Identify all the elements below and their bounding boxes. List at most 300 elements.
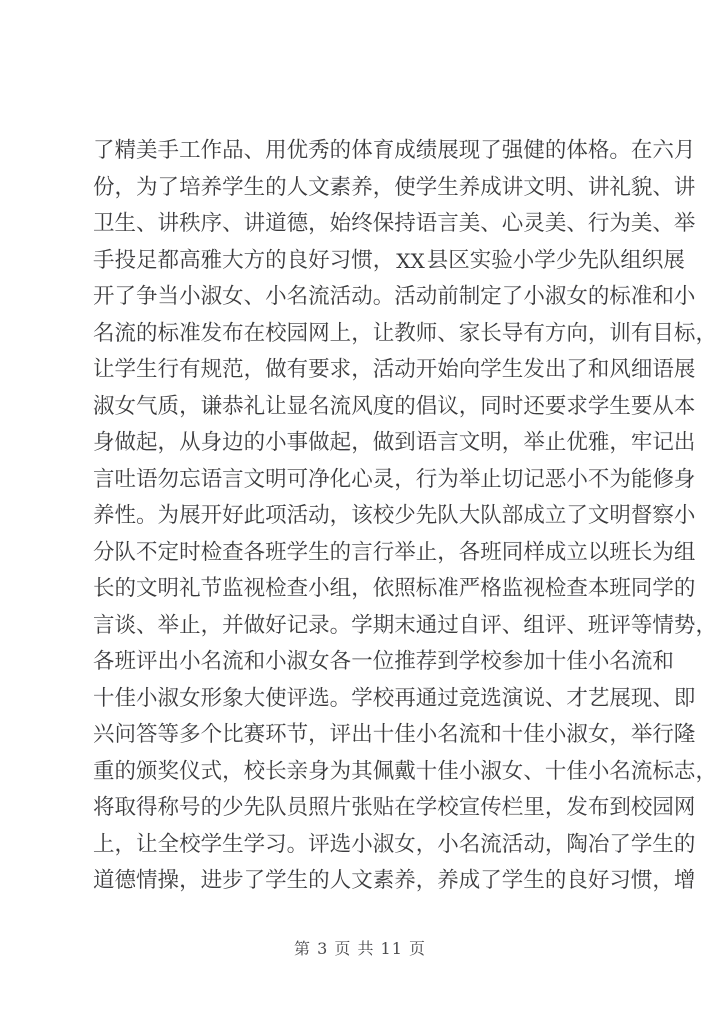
glyph: ， xyxy=(372,247,395,273)
glyph: 讲 xyxy=(157,211,180,236)
glyph: 了 xyxy=(157,174,180,200)
glyph: 让 xyxy=(93,357,115,382)
text-line xyxy=(93,790,696,827)
glyph: 灵 xyxy=(523,211,545,236)
glyph: 督 xyxy=(630,503,653,528)
text-line xyxy=(93,170,696,207)
glyph: 学 xyxy=(200,831,223,857)
glyph: ， xyxy=(351,576,373,601)
glyph: 等 xyxy=(157,722,180,747)
glyph: 张 xyxy=(351,795,373,820)
glyph: 实 xyxy=(469,247,492,273)
glyph: ， xyxy=(308,211,330,236)
glyph: 动 xyxy=(415,284,438,309)
glyph: 女 xyxy=(394,831,416,857)
glyph: 在 xyxy=(243,320,266,346)
glyph: 养 xyxy=(458,174,481,200)
glyph: 生 xyxy=(652,831,674,857)
glyph: 貌 xyxy=(630,174,653,200)
text-line xyxy=(93,754,717,791)
glyph: 评 xyxy=(329,722,352,747)
glyph: 文 xyxy=(136,576,158,601)
glyph: 照 xyxy=(308,795,330,820)
glyph: 佳 xyxy=(437,758,459,784)
glyph: 校 xyxy=(243,758,266,784)
glyph: 性 xyxy=(114,503,137,528)
glyph: 发 xyxy=(523,357,545,382)
glyph: ， xyxy=(695,320,717,346)
glyph: 为 xyxy=(437,466,459,492)
glyph: 进 xyxy=(200,868,223,893)
glyph: 记 xyxy=(286,612,309,638)
glyph: 得 xyxy=(136,795,158,820)
glyph: 从 xyxy=(652,393,674,419)
glyph: 精 xyxy=(114,138,137,163)
glyph: 。 xyxy=(329,685,352,711)
text-line xyxy=(93,425,696,462)
glyph: 语 xyxy=(415,430,438,455)
glyph: 栏 xyxy=(501,795,524,820)
glyph: 等 xyxy=(630,612,653,638)
glyph: 监 xyxy=(501,576,524,601)
glyph: 气 xyxy=(136,393,158,419)
glyph: 使 xyxy=(394,174,416,200)
glyph: 流 xyxy=(630,649,653,674)
glyph: 小 xyxy=(265,649,287,674)
glyph: 生 xyxy=(308,539,330,565)
glyph: 评 xyxy=(286,685,309,711)
glyph: 。 xyxy=(329,612,352,638)
glyph: 生 xyxy=(114,211,137,236)
glyph: 动 xyxy=(394,357,416,382)
glyph: 立 xyxy=(566,539,588,565)
glyph: 样 xyxy=(523,539,545,565)
glyph: 队 xyxy=(437,503,459,528)
glyph: 举 xyxy=(673,211,696,236)
glyph: 准 xyxy=(437,576,459,601)
glyph: 明 xyxy=(480,430,502,455)
glyph: 议 xyxy=(437,393,459,419)
glyph: 的 xyxy=(114,576,137,601)
glyph: 班 xyxy=(609,576,631,601)
glyph: 方 xyxy=(243,247,266,273)
glyph: 灵 xyxy=(372,466,395,492)
glyph: 开 xyxy=(415,357,438,382)
glyph: 导 xyxy=(501,320,524,346)
glyph: 展 xyxy=(437,138,459,163)
glyph: 学 xyxy=(286,539,309,565)
glyph: 忘 xyxy=(179,466,201,492)
glyph: 始 xyxy=(329,211,352,236)
glyph: 养 xyxy=(93,503,115,528)
glyph: 止 xyxy=(179,612,201,638)
glyph: 明 xyxy=(265,466,287,492)
glyph: 检 xyxy=(544,576,567,601)
glyph: 淑 xyxy=(200,284,223,309)
glyph: 标 xyxy=(415,576,438,601)
glyph: 文 xyxy=(523,174,545,200)
glyph: 的 xyxy=(136,320,158,346)
glyph: 。 xyxy=(286,831,309,857)
glyph: 学 xyxy=(480,357,502,382)
glyph: 为 xyxy=(609,466,631,492)
glyph: 小 xyxy=(673,284,696,309)
glyph: 检 xyxy=(200,539,223,565)
glyph: 定 xyxy=(480,284,502,309)
text-line xyxy=(93,462,696,499)
glyph: 格 xyxy=(587,138,610,163)
glyph: 末 xyxy=(394,612,416,638)
glyph: 网 xyxy=(308,320,330,346)
glyph: 的 xyxy=(200,795,223,820)
glyph: 礼 xyxy=(609,174,631,200)
glyph: 家 xyxy=(458,320,481,346)
glyph: 班 xyxy=(265,539,287,565)
glyph: 隆 xyxy=(673,722,696,747)
text-line xyxy=(93,206,696,243)
glyph: 少 xyxy=(394,503,416,528)
glyph: 活 xyxy=(329,284,352,309)
glyph: 行 xyxy=(157,357,180,382)
glyph: 出 xyxy=(673,430,696,455)
glyph: ， xyxy=(415,868,438,893)
glyph: 重 xyxy=(93,758,115,784)
glyph: 出 xyxy=(157,649,180,674)
glyph: 的 xyxy=(587,284,610,309)
glyph: 恭 xyxy=(222,393,244,419)
glyph: 校 xyxy=(179,831,201,857)
text-line xyxy=(93,279,696,316)
glyph: 美 xyxy=(630,211,653,236)
glyph: 名 xyxy=(609,649,631,674)
glyph: 和 xyxy=(652,284,674,309)
glyph: 优 xyxy=(566,430,588,455)
glyph: 讲 xyxy=(673,174,696,200)
glyph: 同 xyxy=(630,576,653,601)
glyph: 让 xyxy=(372,320,395,346)
glyph: 佳 xyxy=(566,649,588,674)
glyph: 颁 xyxy=(136,758,158,784)
glyph: ， xyxy=(114,174,137,200)
glyph: 有 xyxy=(523,320,545,346)
glyph: 学 xyxy=(265,868,287,893)
glyph: ， xyxy=(652,868,674,893)
glyph: 评 xyxy=(308,831,330,857)
glyph: 志 xyxy=(673,758,696,784)
page-number-footer: 第 3 页 共 11 页 xyxy=(294,939,426,958)
glyph: 选 xyxy=(329,831,352,857)
glyph: 通 xyxy=(415,612,438,638)
glyph: 学 xyxy=(458,649,481,674)
glyph: 讲 xyxy=(587,174,610,200)
glyph: 、 xyxy=(566,612,588,638)
glyph: 生 xyxy=(286,868,309,893)
glyph: 准 xyxy=(630,284,653,309)
glyph: ， xyxy=(179,868,201,893)
glyph: 校 xyxy=(630,795,653,820)
glyph: 惯 xyxy=(630,868,653,893)
glyph: XX xyxy=(396,248,425,273)
glyph: 身 xyxy=(93,430,115,455)
glyph: 展 xyxy=(673,357,696,382)
text-line xyxy=(93,316,717,353)
glyph: 活 xyxy=(286,503,309,528)
glyph: 做 xyxy=(243,612,266,638)
glyph: 园 xyxy=(286,320,309,346)
glyph: 讲 xyxy=(243,211,266,236)
glyph: 小 xyxy=(673,503,696,528)
glyph: 动 xyxy=(351,284,373,309)
glyph: 员 xyxy=(286,795,309,820)
glyph: 名 xyxy=(93,320,115,346)
glyph: 强 xyxy=(501,138,524,163)
glyph: 竞 xyxy=(458,685,481,711)
glyph: 察 xyxy=(652,503,674,528)
glyph: 势 xyxy=(673,612,696,638)
glyph: 有 xyxy=(630,320,653,346)
glyph: 评 xyxy=(480,612,502,638)
glyph: 仪 xyxy=(179,758,201,784)
glyph: 奖 xyxy=(157,758,180,784)
glyph: 标 xyxy=(609,284,631,309)
glyph: 足 xyxy=(136,247,158,273)
glyph: 德 xyxy=(114,868,137,893)
glyph: 到 xyxy=(609,795,631,820)
glyph: 环 xyxy=(265,722,287,747)
glyph: 本 xyxy=(673,393,696,419)
glyph: 月 xyxy=(673,138,696,163)
glyph: 文 xyxy=(351,868,373,893)
text-line xyxy=(93,863,696,900)
glyph: 少 xyxy=(555,247,578,273)
glyph: 道 xyxy=(93,868,115,893)
glyph: 大 xyxy=(243,685,266,711)
glyph: 、 xyxy=(566,211,588,236)
glyph: 布 xyxy=(587,795,610,820)
glyph: 小 xyxy=(512,247,535,273)
glyph: 标 xyxy=(652,758,674,784)
glyph: 选 xyxy=(308,685,330,711)
glyph: 女 xyxy=(566,284,588,309)
glyph: 言 xyxy=(93,612,115,638)
glyph: 了 xyxy=(93,138,115,163)
glyph: 该 xyxy=(351,503,373,528)
glyph: 使 xyxy=(265,685,287,711)
glyph: 记 xyxy=(652,430,674,455)
glyph: ， xyxy=(308,722,330,747)
glyph: 风 xyxy=(609,357,631,382)
glyph: 小 xyxy=(265,284,287,309)
glyph: 的 xyxy=(329,138,352,163)
glyph: 的 xyxy=(265,174,287,200)
glyph: 名 xyxy=(286,284,309,309)
glyph: 好 xyxy=(308,247,330,273)
glyph: 上 xyxy=(93,831,115,857)
glyph: 情 xyxy=(136,868,158,893)
glyph: 队 xyxy=(480,503,502,528)
glyph: 名 xyxy=(609,758,631,784)
glyph: 推 xyxy=(394,649,416,674)
glyph: 行 xyxy=(372,539,395,565)
glyph: 小 xyxy=(566,466,588,492)
glyph: 立 xyxy=(544,503,567,528)
glyph: ， xyxy=(329,503,352,528)
glyph: 了 xyxy=(609,831,631,857)
glyph: 长 xyxy=(93,576,115,601)
glyph: 个 xyxy=(200,722,223,747)
glyph: 养 xyxy=(200,174,223,200)
glyph: 止 xyxy=(415,539,438,565)
glyph: 学 xyxy=(114,357,137,382)
glyph: 标 xyxy=(157,320,180,346)
glyph: 修 xyxy=(652,466,674,492)
glyph: 过 xyxy=(437,685,459,711)
glyph: 风 xyxy=(351,393,373,419)
text-line xyxy=(93,389,696,426)
glyph: 行 xyxy=(587,211,610,236)
glyph: 、 xyxy=(523,758,545,784)
glyph: 活 xyxy=(372,357,395,382)
glyph: 查 xyxy=(286,576,309,601)
glyph: 做 xyxy=(308,430,330,455)
glyph: 的 xyxy=(394,393,416,419)
glyph: 组 xyxy=(620,247,642,273)
glyph: 为 xyxy=(136,174,158,200)
glyph: 称 xyxy=(157,795,180,820)
glyph: 并 xyxy=(222,612,244,638)
glyph: ， xyxy=(222,758,244,784)
glyph: 小 xyxy=(351,831,373,857)
glyph: 好 xyxy=(587,868,610,893)
glyph: 、 xyxy=(243,138,266,163)
glyph: 的 xyxy=(265,247,287,273)
glyph: ， xyxy=(587,320,610,346)
glyph: 通 xyxy=(415,685,438,711)
glyph: 同 xyxy=(501,539,524,565)
glyph: 要 xyxy=(544,393,567,419)
glyph: 训 xyxy=(609,320,631,346)
glyph: 争 xyxy=(136,284,158,309)
glyph: 要 xyxy=(630,393,653,419)
glyph: 步 xyxy=(222,868,244,893)
glyph: 节 xyxy=(286,722,309,747)
glyph: 、 xyxy=(566,174,588,200)
glyph: 说 xyxy=(523,685,545,711)
glyph: 成 xyxy=(458,868,481,893)
glyph: 素 xyxy=(372,868,395,893)
glyph: 十 xyxy=(415,758,438,784)
glyph: 组 xyxy=(523,612,545,638)
glyph: 有 xyxy=(179,357,201,382)
glyph: 身 xyxy=(200,430,223,455)
glyph: 流 xyxy=(222,649,244,674)
glyph: 语 xyxy=(415,211,438,236)
glyph: 切 xyxy=(501,466,524,492)
glyph: 文 xyxy=(587,503,610,528)
glyph: 。 xyxy=(372,284,395,309)
glyph: 位 xyxy=(372,649,395,674)
glyph: 行 xyxy=(652,722,674,747)
glyph: 宣 xyxy=(458,795,481,820)
glyph: 学 xyxy=(243,831,266,857)
glyph: 将 xyxy=(93,795,115,820)
glyph: 学 xyxy=(630,831,653,857)
glyph: 、 xyxy=(136,211,158,236)
glyph: 查 xyxy=(566,576,588,601)
glyph: 体 xyxy=(351,138,373,163)
glyph: 佩 xyxy=(372,758,395,784)
glyph: 长 xyxy=(630,539,653,565)
glyph: 组 xyxy=(329,576,352,601)
glyph: ， xyxy=(351,357,373,382)
glyph: 小 xyxy=(179,649,201,674)
glyph: 佳 xyxy=(566,758,588,784)
glyph: 教 xyxy=(394,320,416,346)
glyph: 不 xyxy=(136,539,158,565)
glyph: 评 xyxy=(544,612,567,638)
glyph: 女 xyxy=(587,722,610,747)
glyph: 体 xyxy=(566,138,588,163)
glyph: 和 xyxy=(243,649,266,674)
glyph: 县 xyxy=(426,247,449,273)
glyph: 绩 xyxy=(415,138,438,163)
glyph: 里 xyxy=(523,795,545,820)
glyph: 十 xyxy=(501,722,524,747)
glyph: 文 xyxy=(458,430,481,455)
glyph: 止 xyxy=(480,466,502,492)
glyph: 手 xyxy=(157,138,180,163)
glyph: 身 xyxy=(673,466,696,492)
glyph: 前 xyxy=(437,284,459,309)
glyph: 答 xyxy=(136,722,158,747)
glyph: 操 xyxy=(157,868,180,893)
glyph: 学 xyxy=(587,393,610,419)
glyph: 组 xyxy=(673,539,696,565)
glyph: 淑 xyxy=(286,649,309,674)
glyph: 发 xyxy=(200,320,223,346)
glyph: 名 xyxy=(437,722,459,747)
glyph: 佳 xyxy=(394,722,416,747)
glyph: 女 xyxy=(308,649,330,674)
glyph: 养 xyxy=(394,868,416,893)
glyph: 序 xyxy=(200,211,223,236)
glyph: ， xyxy=(695,612,717,638)
glyph: 向 xyxy=(566,320,588,346)
glyph: 先 xyxy=(415,503,438,528)
glyph: 举 xyxy=(394,539,416,565)
glyph: 队 xyxy=(598,247,621,273)
glyph: 都 xyxy=(157,247,180,273)
glyph: 、 xyxy=(222,211,244,236)
glyph: 的 xyxy=(673,831,696,857)
glyph: 检 xyxy=(265,576,287,601)
glyph: 小 xyxy=(415,722,438,747)
glyph: 学 xyxy=(351,612,373,638)
glyph: 语 xyxy=(136,466,158,492)
glyph: 各 xyxy=(458,539,481,565)
glyph: 荐 xyxy=(415,649,438,674)
glyph: 保 xyxy=(372,211,395,236)
glyph: 比 xyxy=(222,722,244,747)
glyph: 持 xyxy=(394,211,416,236)
glyph: 十 xyxy=(544,649,567,674)
glyph: 的 xyxy=(114,758,137,784)
glyph: 多 xyxy=(179,722,201,747)
glyph: 手 xyxy=(93,247,115,273)
glyph: 明 xyxy=(157,576,180,601)
glyph: 了 xyxy=(566,503,588,528)
glyph: 再 xyxy=(394,685,416,711)
